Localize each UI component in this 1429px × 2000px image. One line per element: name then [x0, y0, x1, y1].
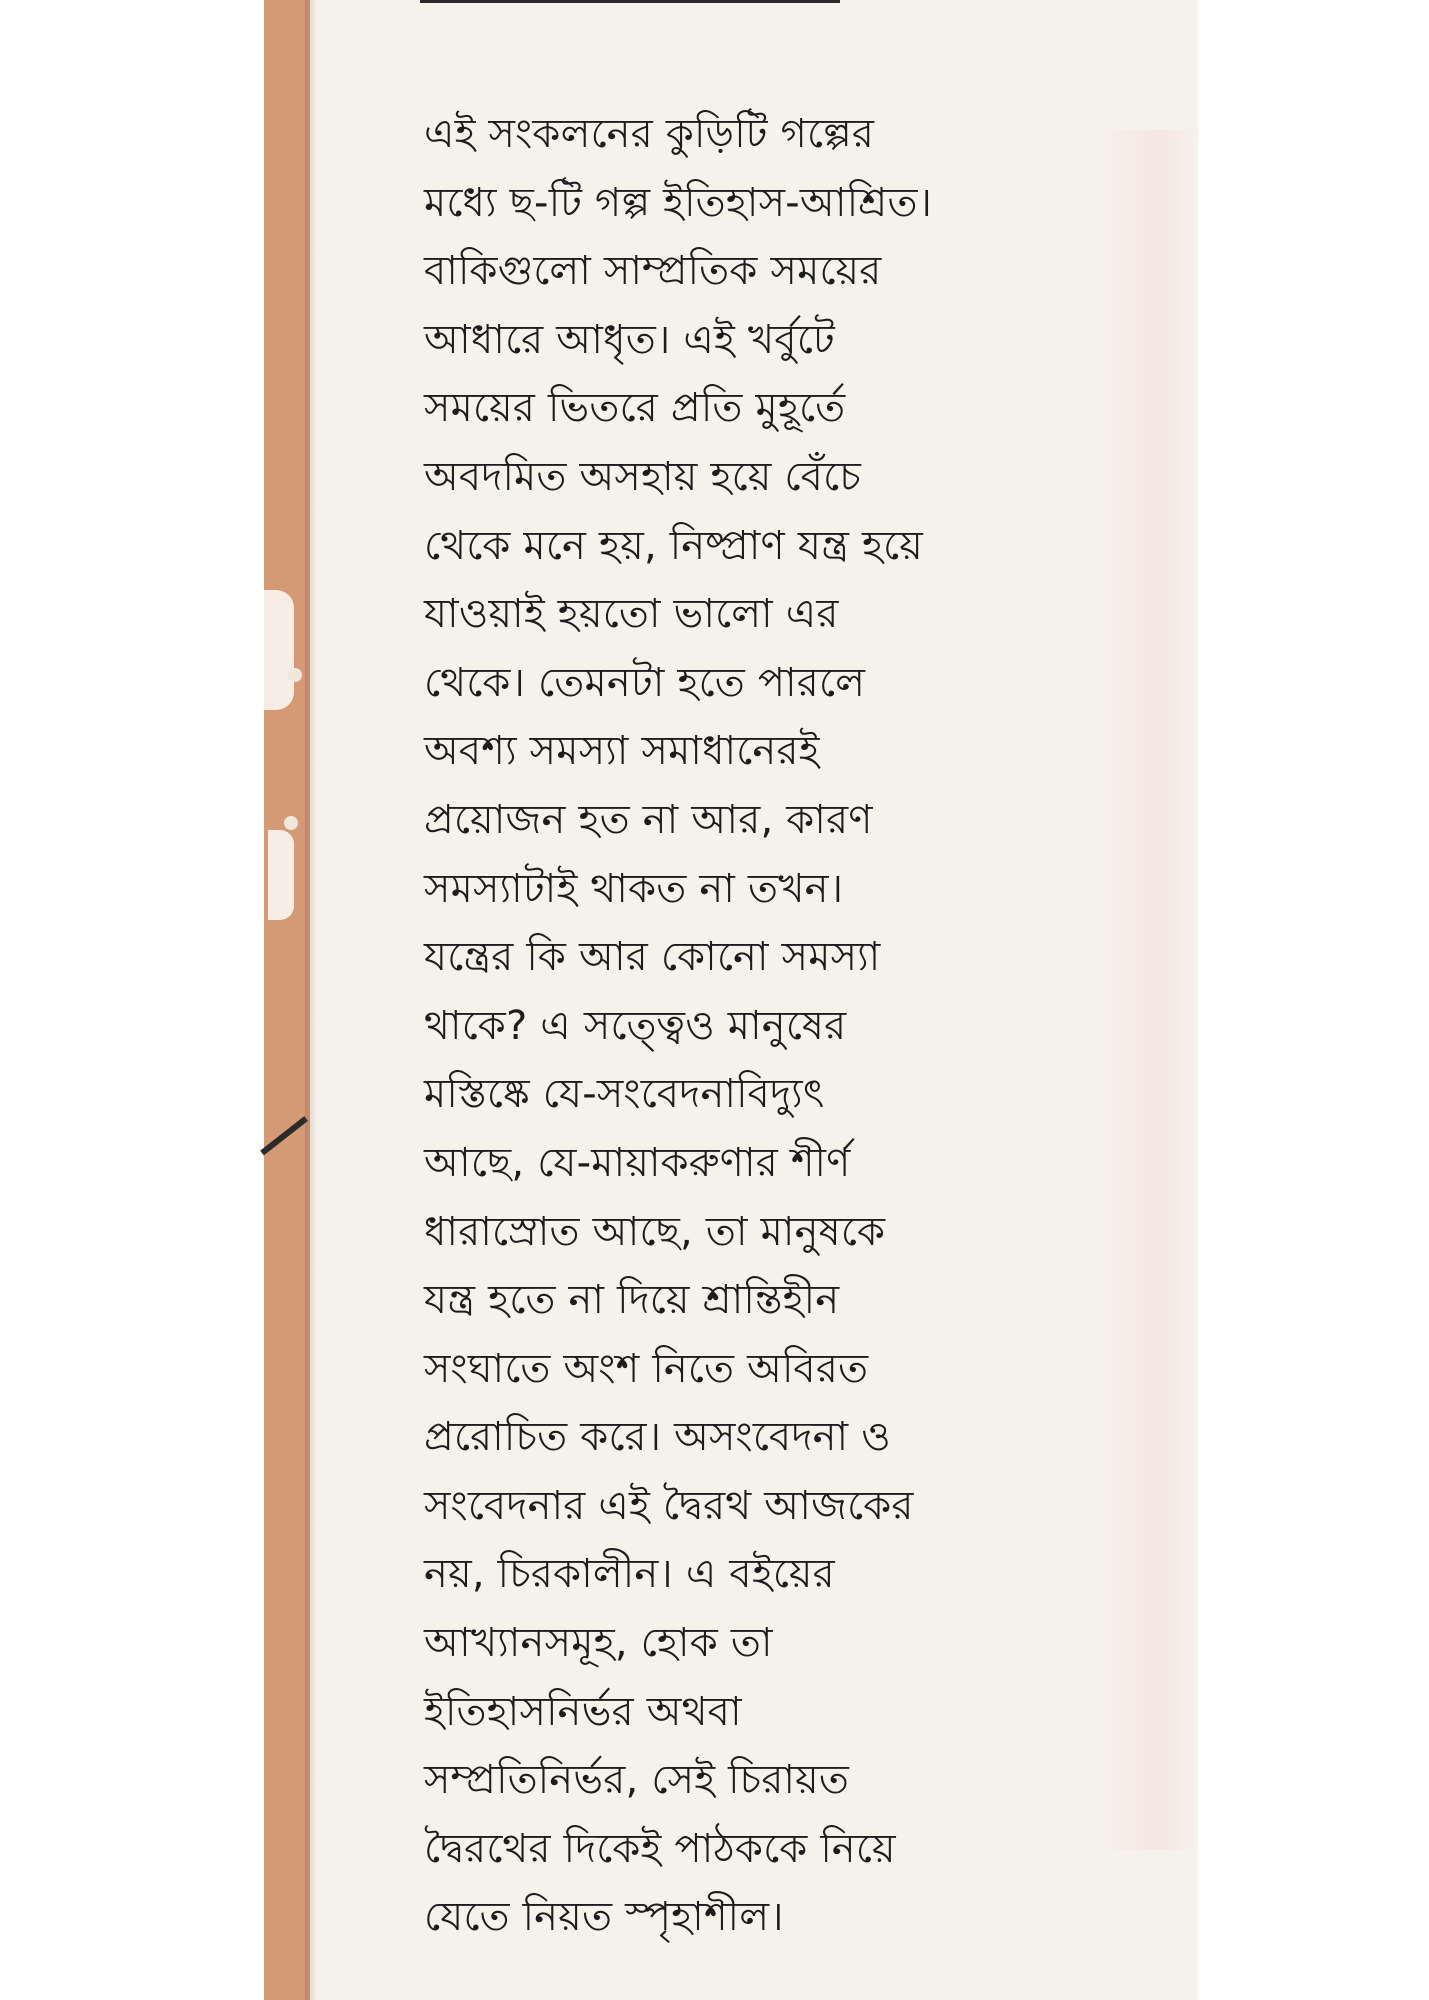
blurb-line: অবশ্য সমস্যা সমাধানেরই: [424, 728, 820, 775]
spine-decoration: [268, 830, 294, 920]
blurb-line: সময়ের ভিতরে প্রতি মুহূর্তে: [424, 385, 846, 432]
blurb-line: নয়, চিরকালীন। এ বইয়ের: [424, 1551, 835, 1598]
blurb-line: সমস্যাটাই থাকত না তখন।: [424, 865, 844, 912]
blurb-line: মস্তিষ্কে যে-সংবেদনাবিদ্যুৎ: [424, 1071, 825, 1118]
blurb-line: মধ্যে ছ-টি গল্প ইতিহাস-আশ্রিত।: [424, 179, 933, 226]
spine-dot: [284, 816, 298, 830]
blurb-text: [424, 100, 1144, 1952]
blurb-line: থেকে মনে হয়, নিষ্প্রাণ যন্ত্র হয়ে: [424, 522, 924, 569]
blurb-line: ইতিহাসনির্ভর অথবা: [424, 1688, 742, 1735]
blurb-line: সম্প্রতিনির্ভর, সেই চিরায়ত: [424, 1757, 850, 1804]
book-spine-strip: [264, 0, 310, 2000]
blurb-line: থাকে? এ সত্ত্বেও মানুষের: [424, 1002, 847, 1049]
blurb-line: ধারাস্রোত আছে, তা মানুষকে: [424, 1208, 886, 1255]
spine-decoration: [264, 590, 294, 710]
blurb-line: এই সংকলনের কুড়িটি গল্পের: [424, 111, 875, 157]
blurb-line: সংবেদনার এই দ্বৈরথ আজকের: [424, 1482, 914, 1529]
blurb-line: প্রয়োজন হত না আর, কারণ: [424, 796, 873, 843]
blurb-line: আছে, যে-মায়াকরুণার শীর্ণ: [424, 1139, 851, 1186]
top-rule: [420, 0, 840, 3]
blurb-line: বাকিগুলো সাম্প্রতিক সময়ের: [424, 248, 882, 295]
blurb-line: প্ররোচিত করে। অসংবেদনা ও: [424, 1414, 891, 1461]
blurb-line: আখ্যানসমূহ, হোক তা: [424, 1620, 773, 1667]
spine-shadow: [305, 0, 317, 2000]
blurb-line: থেকে। তেমনটা হতে পারলে: [424, 659, 866, 706]
blurb-line: সংঘাতে অংশ নিতে অবিরত: [424, 1345, 869, 1392]
spine-dot: [288, 668, 302, 682]
blurb-line: আধারে আধৃত। এই খর্বুটে: [424, 316, 835, 363]
blurb-line: দ্বৈরথের দিকেই পাঠককে নিয়ে: [424, 1825, 896, 1872]
blurb-line: যন্ত্রের কি আর কোনো সমস্যা: [424, 934, 881, 981]
blurb-line: যেতে নিয়ত স্পৃহাশীল।: [424, 1894, 784, 1941]
blurb-line: যন্ত্র হতে না দিয়ে শ্রান্তিহীন: [424, 1277, 840, 1324]
blurb-line: যাওয়াই হয়তো ভালো এর: [424, 591, 839, 638]
blurb-line: অবদমিত অসহায় হয়ে বেঁচে: [424, 453, 861, 500]
